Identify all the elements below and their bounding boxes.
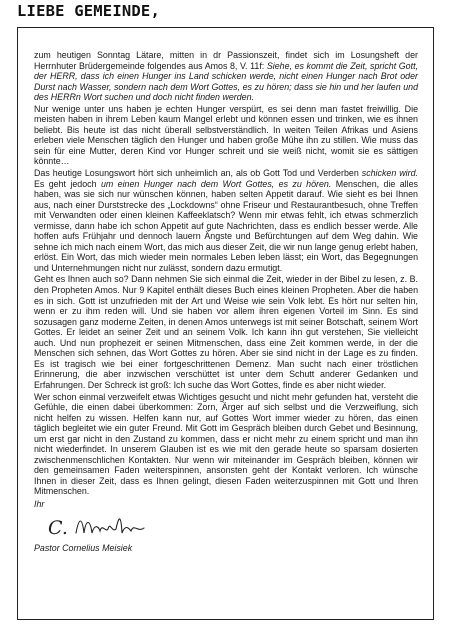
- italic-text: schicken wird.: [361, 168, 419, 179]
- text-run: Es geht jedoch: [34, 178, 101, 189]
- text-run: Nur wenige unter uns haben je echten Hunger verspürt, es sei denn man fastet freiwillig. Die meisten haben in ihrem Leben kaum Mangel erlebt und können essen und trinken, wie es ihnen beliebt. Bis heute ist das nicht überall selbstverständlich. In weiten Teilen Afrikas und Asiens erleben viele Menschen täglich den Hunger und haben große Mühe ihn zu stillen. Wie muss das sein für eine Mutter, deren Kind vor Hunger schreit und sie weiß nicht, womit sie es sättigen könnte…: [34, 103, 418, 167]
- italic-text: um einen Hunger nach dem Wort Gottes, es zu hören.: [100, 178, 332, 189]
- body-paragraph: [34, 274, 418, 390]
- paragraphs: [34, 50, 418, 497]
- closing-greeting: Ihr: [34, 498, 45, 509]
- author-name: Pastor Cornelius Meisiek: [34, 542, 133, 553]
- page-title: LIEBE GEMEINDE,: [17, 2, 160, 20]
- text-run: Das heutige Losungswort hört sich unheimlich an, als ob Gott Tod und Verderben: [34, 168, 362, 179]
- body-paragraph: [34, 50, 418, 103]
- body-paragraph: [34, 392, 418, 497]
- handwritten-signature: [46, 511, 156, 541]
- italic-text: Siehe, es kommt die Zeit, spricht Gott, der HERR, dass ich einen Hunger ins Land schicken werde, nicht einen Hunger nach Brot oder Durst nach Wasser, sondern nach dem Wort Gottes, es zu hören; dass sie hin und her laufen und des HERRn Wort suchen und doch nicht finden werden.: [34, 60, 419, 103]
- page-frame: [17, 27, 434, 620]
- text-run: Geht es Ihnen auch so? Dann nehmen Sie sich einmal die Zeit, wieder in der Bibel zu lesen, z. B. den Propheten Amos. Nur 9 Kapitel enthält dieses Buch eines kleinen Propheten. Aber die haben es in sich. Gott ist unzufrieden mit der Art und Weise wie sein Volk lebt. Es hört nur selten hin, wenn er zu ihm reden will. Und sie haben vor allem ihren eigenen Vorteil im Sinn. Es sind sozusagen ganz moderne Zeiten, in denen Amos unterwegs ist mit seiner Botschaft, seinem Wort Gottes. Er leidet an seiner Zeit und an seinem Volk. Ich kann ihn gut verstehen, Sie vielleicht auch. Und nun prophezeit er seinen Mitmenschen, dass eine Zeit kommen werde, in der die Menschen sich sehnen, das Wort Gottes zu hören. Aber sie sind nicht in der Lage es zu finden. Es ist tragisch wie bei einer fortgeschrittenen Demenz. Man sucht nach einer tröstlichen Erinnerung, die aber inzwischen verschüttet ist unter dem Schutt anderer Gedanken und Erfahrungen. Der Schreck ist groß: Ich suche das Wort Gottes, finde es aber nicht wieder.: [34, 274, 418, 390]
- text-run: Menschen, die alles haben, was sie sich nur wünschen können, haben selten Appetit darauf. Wie sieht es bei Ihnen aus, nach einer Durststrecke des „Lockdowns“ ohne Friseur und Restaurantbesuch, ohne Treffen mit Verwandten oder einen kleinen Kaffeeklatsch? Wenn mir etwas fehlt, ich etwas schmerzlich vermisse, dann habe ich schon Appetit auf gute Nachrichten, dass es endlich besser werde. Alle hoffen aufs Frühjahr und dennoch lauern Ängste und Befürchtungen auf dem Weg dahin. Wie sehne ich mich nach einem Wort, das mich aus dieser Zeit, die wir nun lange genug erlebt haben, erlöst. Ein Wort, das mich wieder mein normales Leben leben lässt; ein Wort, das Begegnungen und Unternehmungen nicht nur zulässt, sondern dazu ermutigt.: [34, 178, 418, 273]
- body-paragraph: [34, 104, 418, 167]
- text-run: zum heutigen Sonntag Lätare, mitten in dr Passionszeit, findet sich im Losungsheft der Herrnhuter Brüdergemeinde folgendes aus Amos 8, V. 11f:: [34, 50, 418, 71]
- svg-text:C.: C.: [48, 516, 68, 539]
- body-paragraph: [34, 168, 418, 273]
- article-body: [34, 50, 418, 553]
- text-run: Wer schon einmal verzweifelt etwas Wichtiges gesucht und nicht mehr gefunden hat, versteht die Gefühle, die einen dabei überkommen: Zorn, Ärger auf sich selbst und die Verzweiflung, sich nicht helfen zu wissen. Helfen kann nur, auf Gottes Wort immer wieder zu hören, das einen täglich begleitet wie ein guter Freund. Mit Gott im Gespräch bleiben durch Gebet und Besinnung, um erst gar nicht in den Zustand zu kommen, dass er nicht mehr zu einem spricht und man ihn nicht wiederfindet. In unserem Glauben ist es wie mit den gerade heute so sparsam dosierten zwischenmenschlichen Kontakten. Nur wenn wir miteinander im Gespräch bleiben, können wir den gemeinsamen Faden weiterspinnen, ansonsten geht der Kontakt verloren. Ich wünsche Ihnen in dieser Zeit, dass es Ihnen gelingt, diesen Faden weiterzuspinnen mit Gott und Ihren Mitmenschen.: [34, 391, 418, 497]
